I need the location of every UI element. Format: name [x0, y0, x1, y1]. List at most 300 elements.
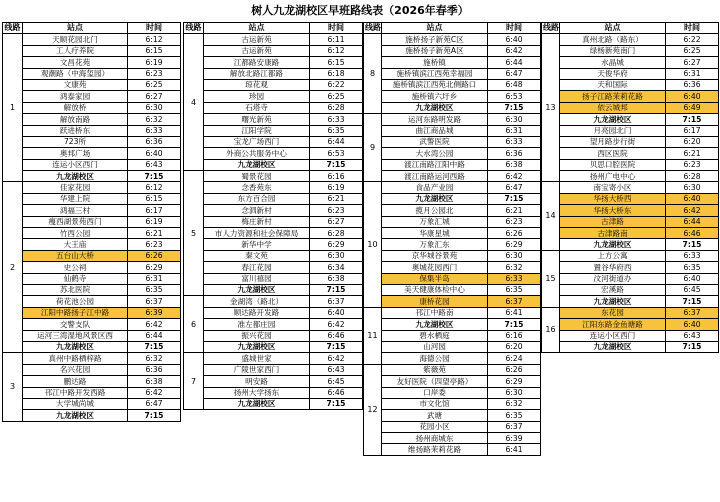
stop-time: 6:31 [488, 125, 541, 136]
stop-row [3, 34, 181, 45]
stop-name: 扬州广电中心 [560, 171, 666, 182]
column-1 [2, 22, 181, 422]
stop-row [542, 125, 719, 136]
stop-name: 渡江南路运河西路 [382, 171, 488, 182]
route-number: 9 [364, 114, 382, 182]
stop-time: 6:40 [666, 193, 719, 204]
stop-time: 6:44 [666, 216, 719, 227]
route-table [363, 22, 541, 456]
stop-name: 盛城世家 [204, 353, 310, 364]
stop-row [3, 410, 181, 421]
stop-time: 6:47 [488, 182, 541, 193]
stop-time: 6:44 [128, 330, 181, 341]
line-header: 线路 [543, 23, 559, 33]
time-header: 时间 [128, 23, 181, 34]
stop-time: 6:39 [488, 433, 541, 444]
stop-time: 6:37 [310, 296, 363, 307]
stop-time: 7:15 [310, 341, 363, 352]
stop-name: 施桥镇滨江西苑幸福园 [382, 68, 488, 79]
stop-row [3, 273, 181, 284]
stop-row [184, 376, 363, 387]
stop-name: 奥城花园西门 [382, 262, 488, 273]
stop-time: 6:45 [666, 284, 719, 295]
stop-row [184, 45, 363, 56]
stop-row [3, 307, 181, 318]
stop-name: 琼花观 [204, 79, 310, 90]
stop-row [364, 79, 541, 90]
stop-name: 碧水栖庭 [382, 330, 488, 341]
stop-name: 邗江中路开发西路 [23, 387, 128, 398]
stop-time: 6:33 [488, 273, 541, 284]
header-row [364, 23, 541, 34]
stop-row [3, 171, 181, 182]
stop-time: 6:42 [488, 45, 541, 56]
stop-row [364, 353, 541, 364]
stop-time: 6:34 [310, 262, 363, 273]
stop-row [364, 68, 541, 79]
stop-time: 6:36 [666, 79, 719, 90]
stop-time: 6:22 [666, 34, 719, 45]
stop-name: 江阳东路金鱼塘路 [560, 319, 666, 330]
stop-row [542, 45, 719, 56]
stop-row [184, 273, 363, 284]
stop-row [364, 364, 541, 375]
stop-name: 奥邦广场 [23, 148, 128, 159]
stop-name: 宝龙广场西门 [204, 136, 310, 147]
stop-row [184, 228, 363, 239]
stop-row [542, 91, 719, 102]
route-number: 12 [364, 364, 382, 455]
stop-time: 6:26 [488, 364, 541, 375]
stop-row [3, 319, 181, 330]
stop-name: 九龙湖校区 [382, 193, 488, 204]
route-table [2, 22, 181, 422]
stop-row [184, 171, 363, 182]
stop-name: 施桥扬子新苑A区 [382, 45, 488, 56]
header-row [3, 23, 181, 34]
stop-row [364, 171, 541, 182]
stop-time: 6:22 [310, 79, 363, 90]
stop-time: 6:16 [310, 171, 363, 182]
stop-row [3, 57, 181, 68]
stop-name: 揽月公园北 [382, 205, 488, 216]
stop-time: 6:36 [488, 148, 541, 159]
route-table [183, 22, 363, 410]
stop-row [364, 250, 541, 261]
stop-time: 6:23 [128, 239, 181, 250]
stop-name: 九龙湖校区 [560, 296, 666, 307]
stop-row [542, 319, 719, 330]
stop-time: 6:16 [488, 330, 541, 341]
time-header: 时间 [310, 23, 363, 34]
stop-row [3, 91, 181, 102]
stop-time: 6:25 [128, 79, 181, 90]
stop-time: 6:29 [310, 239, 363, 250]
stop-row [3, 136, 181, 147]
column-3 [363, 22, 541, 456]
stop-name: 九龙湖校区 [204, 341, 310, 352]
stop-name: 施桥镇 [382, 57, 488, 68]
line-header: 线路 [4, 23, 21, 33]
stop-row [3, 387, 181, 398]
stop-name: 梅庄新村 [204, 216, 310, 227]
stop-name: 紫薇苑 [382, 364, 488, 375]
route-number: 13 [542, 34, 560, 182]
stop-row [542, 79, 719, 90]
stop-time: 7:15 [488, 102, 541, 113]
stop-name: 连运小区西门 [23, 159, 128, 170]
stop-row [364, 216, 541, 227]
stop-time: 6:30 [488, 387, 541, 398]
stop-row [184, 102, 363, 113]
stop-row [3, 148, 181, 159]
stop-time: 6:24 [488, 353, 541, 364]
stop-name: 维扬路茉莉花路 [382, 444, 488, 455]
stop-row [3, 296, 181, 307]
stop-time: 6:30 [488, 114, 541, 125]
stop-name: 万象汇东 [382, 239, 488, 250]
stop-row [542, 57, 719, 68]
stop-time: 6:21 [128, 228, 181, 239]
stop-row [3, 182, 181, 193]
stop-row [184, 250, 363, 261]
stop-row [184, 57, 363, 68]
stop-time: 6:20 [488, 341, 541, 352]
stop-time: 6:46 [666, 228, 719, 239]
stop-time: 6:40 [666, 273, 719, 284]
stop-time: 6:19 [310, 182, 363, 193]
stop-name: 南宝寄小区 [560, 182, 666, 193]
stop-time: 6:37 [488, 421, 541, 432]
stop-row [542, 193, 719, 204]
stop-time: 6:12 [128, 34, 181, 45]
stop-time: 6:18 [310, 68, 363, 79]
stop-row [542, 148, 719, 159]
stop-time: 6:42 [128, 319, 181, 330]
stop-time: 6:46 [310, 387, 363, 398]
stop-time: 6:40 [666, 91, 719, 102]
stop-time: 6:44 [310, 136, 363, 147]
stop-time: 7:15 [128, 410, 181, 421]
stop-time: 6:29 [128, 262, 181, 273]
stop-name: 工人疗养院 [23, 45, 128, 56]
stop-time: 6:21 [488, 205, 541, 216]
stop-name: 振兴花园 [204, 330, 310, 341]
stop-time: 6:38 [310, 273, 363, 284]
stop-row [184, 148, 363, 159]
stop-time: 6:49 [666, 102, 719, 113]
stop-time: 6:38 [488, 159, 541, 170]
stop-name: 大王庙 [23, 239, 128, 250]
stop-row [184, 262, 363, 273]
stop-row [542, 171, 719, 182]
stop-name: 天顺花园北门 [23, 34, 128, 45]
stop-name: 九龙湖校区 [560, 114, 666, 125]
stop-row [364, 148, 541, 159]
stop-name: 跃进桥东 [23, 125, 128, 136]
stop-row [364, 125, 541, 136]
stop-row [3, 353, 181, 364]
stop-time: 6:19 [128, 216, 181, 227]
stop-row [364, 319, 541, 330]
stop-name: 珍园 [204, 91, 310, 102]
stop-row [364, 273, 541, 284]
stop-row [364, 45, 541, 56]
header-row [542, 23, 719, 34]
stop-name: 万象汇城 [382, 216, 488, 227]
stop-name: 施桥扬子新苑C区 [382, 34, 488, 45]
stop-row [364, 136, 541, 147]
stop-row [184, 205, 363, 216]
stop-name: 九龙湖校区 [23, 341, 128, 352]
stop-name: 邗江中路南 [382, 307, 488, 318]
stop-row [184, 330, 363, 341]
stop-time: 6:42 [666, 205, 719, 216]
stop-name: 海德公园 [382, 353, 488, 364]
route-number: 6 [184, 296, 204, 353]
stop-time: 6:21 [310, 193, 363, 204]
stop-name: 施桥镇滨江西苑北侧路口 [382, 79, 488, 90]
stop-time: 6:11 [310, 34, 363, 45]
stop-name: 东花园 [560, 307, 666, 318]
stop-time: 6:44 [488, 57, 541, 68]
line-header: 线路 [365, 23, 381, 33]
stop-name: 念香苑东 [204, 182, 310, 193]
stop-row [364, 433, 541, 444]
stop-time: 6:46 [310, 330, 363, 341]
stop-time: 6:42 [310, 353, 363, 364]
stop-time: 6:35 [310, 125, 363, 136]
stop-name: 水晶城 [560, 57, 666, 68]
stop-time: 6:30 [488, 250, 541, 261]
stop-time: 6:30 [128, 102, 181, 113]
stop-name: 真州北路（路东） [560, 34, 666, 45]
stop-row [542, 262, 719, 273]
stop-time: 6:40 [488, 34, 541, 45]
stop-name: 大水湾公园 [382, 148, 488, 159]
stop-row [364, 193, 541, 204]
stop-time: 6:39 [128, 307, 181, 318]
stop-name: 大学城尚城 [23, 398, 128, 409]
stop-time: 6:36 [128, 364, 181, 375]
stop-name: 口岸委 [382, 387, 488, 398]
stop-row [184, 216, 363, 227]
route-number: 2 [3, 182, 23, 353]
stop-name: 准左都庄园 [204, 319, 310, 330]
stop-time: 6:33 [666, 250, 719, 261]
stop-time: 6:38 [128, 376, 181, 387]
stop-row [542, 205, 719, 216]
column-2 [183, 22, 363, 410]
stop-time: 6:17 [128, 205, 181, 216]
stop-row [3, 239, 181, 250]
stop-row [3, 364, 181, 375]
stop-row [364, 91, 541, 102]
stop-row [3, 398, 181, 409]
stop-name: 曙光新苑 [204, 114, 310, 125]
stop-time: 6:25 [310, 91, 363, 102]
stop-time: 6:29 [488, 376, 541, 387]
stop-time: 7:15 [128, 341, 181, 352]
stop-row [3, 216, 181, 227]
stop-row [3, 114, 181, 125]
stop-row [3, 102, 181, 113]
stop-row [184, 353, 363, 364]
stop-time: 6:17 [666, 125, 719, 136]
stop-name: 723所 [23, 136, 128, 147]
stop-name: 九龙湖校区 [23, 171, 128, 182]
station-header: 站点 [560, 23, 666, 34]
stop-time: 6:25 [666, 45, 719, 56]
stop-name: 渡江南路江阳中路 [382, 159, 488, 170]
stop-time: 6:45 [310, 376, 363, 387]
stop-time: 6:26 [128, 250, 181, 261]
stop-name: 文昌花苑 [23, 57, 128, 68]
stop-time: 6:41 [488, 444, 541, 455]
header-row [184, 23, 363, 34]
stop-name: 月亮园北门 [560, 125, 666, 136]
column-4 [541, 22, 719, 353]
stop-row [364, 341, 541, 352]
stop-row [364, 410, 541, 421]
stop-name: 曲江商品城 [382, 125, 488, 136]
stop-name: 华康星城 [382, 228, 488, 239]
stop-time: 6:48 [488, 79, 541, 90]
stop-name: 明安路 [204, 376, 310, 387]
stop-row [364, 284, 541, 295]
stop-name: 华扬大桥西 [560, 193, 666, 204]
stop-name: 江阳学院 [204, 125, 310, 136]
stop-row [184, 193, 363, 204]
stop-time: 6:42 [128, 387, 181, 398]
stop-time: 6:37 [666, 307, 719, 318]
stop-row [364, 296, 541, 307]
stop-time: 7:15 [488, 319, 541, 330]
stop-row [184, 364, 363, 375]
stop-time: 6:42 [310, 319, 363, 330]
route-number: 10 [364, 182, 382, 307]
stop-time: 6:32 [128, 353, 181, 364]
stop-name: 运河东路明发路 [382, 114, 488, 125]
time-header: 时间 [488, 23, 541, 34]
stop-time: 6:32 [128, 114, 181, 125]
stop-time: 6:35 [666, 262, 719, 273]
stop-name: 友好医院（四望亭路） [382, 376, 488, 387]
stop-time: 6:43 [128, 159, 181, 170]
stop-name: 九龙湖校区 [382, 102, 488, 113]
route-number: 3 [3, 353, 23, 421]
stop-name: 富川禧园 [204, 273, 310, 284]
stop-row [184, 91, 363, 102]
stop-name: 鹏达路 [23, 376, 128, 387]
stop-name: 古津路南 [560, 228, 666, 239]
stop-time: 6:28 [666, 171, 719, 182]
stop-row [364, 205, 541, 216]
stop-row [184, 387, 363, 398]
stop-time: 6:21 [666, 148, 719, 159]
stop-row [184, 136, 363, 147]
stop-time: 6:30 [666, 182, 719, 193]
stop-time: 6:20 [666, 136, 719, 147]
stop-time: 6:35 [488, 410, 541, 421]
stop-name: 蜀景花园 [204, 171, 310, 182]
stop-row [542, 68, 719, 79]
stop-time: 6:53 [488, 91, 541, 102]
stop-name: 广陵世家西门 [204, 364, 310, 375]
stop-name: 九龙湖校区 [204, 159, 310, 170]
stop-row [364, 421, 541, 432]
stop-time: 7:15 [310, 284, 363, 295]
stop-name: 扬州大学扬东 [204, 387, 310, 398]
stop-row [364, 307, 541, 318]
stop-time: 6:30 [310, 250, 363, 261]
stop-row [3, 125, 181, 136]
stop-time: 6:31 [128, 273, 181, 284]
stop-name: 市人力资源和社会保障局 [204, 228, 310, 239]
stop-name: 真州中路栖梓路 [23, 353, 128, 364]
stop-row [3, 376, 181, 387]
stop-row [542, 228, 719, 239]
stop-time: 6:23 [310, 205, 363, 216]
stop-row [184, 125, 363, 136]
stop-time: 6:29 [488, 239, 541, 250]
stop-row [184, 296, 363, 307]
stop-row [364, 398, 541, 409]
stop-time: 6:40 [666, 319, 719, 330]
stop-row [364, 114, 541, 125]
stop-time: 6:15 [310, 57, 363, 68]
stop-name: 施桥镇六圩乡 [382, 91, 488, 102]
stop-name: 九龙湖校区 [204, 284, 310, 295]
stop-name: 武塘 [382, 410, 488, 421]
stop-name: 解放桥 [23, 102, 128, 113]
stop-time: 6:35 [488, 284, 541, 295]
stop-name: 东方百合园 [204, 193, 310, 204]
station-header: 站点 [23, 23, 128, 34]
stop-name: 石塔寺 [204, 102, 310, 113]
stop-time: 6:33 [310, 114, 363, 125]
stop-time: 6:23 [488, 216, 541, 227]
stop-row [184, 159, 363, 170]
stop-row [3, 341, 181, 352]
stop-row [542, 136, 719, 147]
stop-name: 依云城邦 [560, 102, 666, 113]
stop-row [3, 262, 181, 273]
stop-name: 康桥花园 [382, 296, 488, 307]
stop-row [542, 296, 719, 307]
route-number: 14 [542, 182, 560, 250]
route-table [541, 22, 719, 353]
stop-name: 上方公寓 [560, 250, 666, 261]
stop-row [184, 68, 363, 79]
stop-name: 念泗新村 [204, 205, 310, 216]
stop-name: 史公祠 [23, 262, 128, 273]
stop-row [3, 68, 181, 79]
stop-row [184, 114, 363, 125]
stop-time: 6:26 [488, 228, 541, 239]
stop-name: 金湖湾（路北） [204, 296, 310, 307]
stop-row [542, 330, 719, 341]
stop-time: 6:28 [310, 102, 363, 113]
stop-row [542, 102, 719, 113]
route-number: 4 [184, 34, 204, 171]
stop-time: 6:47 [128, 398, 181, 409]
stop-name: 美天健康体检中心 [382, 284, 488, 295]
stop-name: 天和国际 [560, 79, 666, 90]
stop-row [542, 307, 719, 318]
stop-time: 6:27 [310, 216, 363, 227]
stop-name: 观潮路（中海玺园） [23, 68, 128, 79]
